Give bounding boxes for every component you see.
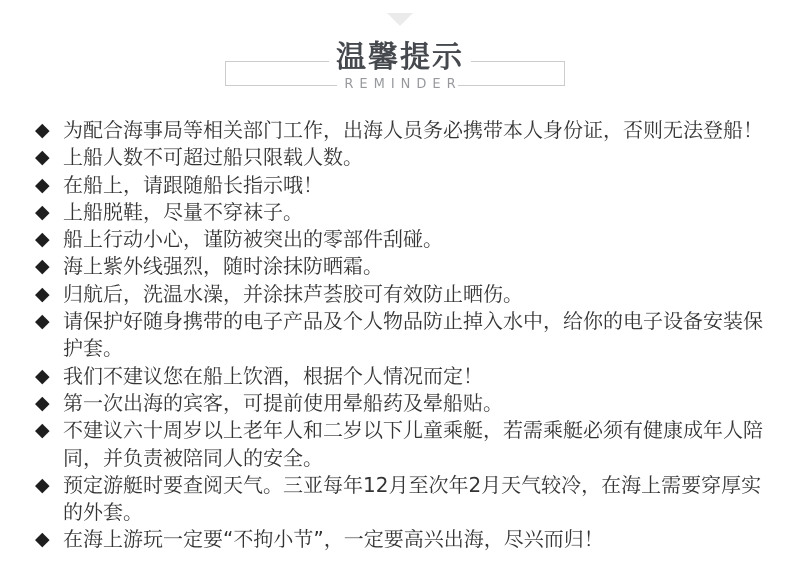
notice-item [35, 281, 770, 308]
notice-list [35, 117, 770, 554]
notice-item [35, 172, 770, 199]
notice-item [35, 417, 770, 472]
diamond-bullet-icon: ◆ [35, 255, 50, 278]
diamond-bullet-icon: ◆ [35, 173, 50, 196]
notice-item [35, 308, 770, 363]
page-subtitle: REMINDER [344, 77, 462, 92]
diamond-bullet-icon: ◆ [35, 119, 50, 141]
notice-item-text: 上船人数不可超过船只限载人数。 [63, 145, 363, 170]
chevron-down-icon [387, 13, 413, 26]
notice-item [35, 226, 770, 253]
page-title: 温馨提示 [336, 40, 464, 75]
notice-item [35, 472, 770, 527]
diamond-bullet-icon: ◆ [35, 310, 50, 333]
notice-item-text: 请保护好随身携带的电子产品及个人物品防止掉入水中，给你的电子设备安装保护套。 [63, 309, 763, 361]
notice-item-text: 第一次出海的宾客，可提前使用晕船药及晕船贴。 [63, 390, 503, 415]
diamond-bullet-icon: ◆ [35, 419, 50, 442]
diamond-bullet-icon: ◆ [35, 228, 50, 251]
notice-item-text: 为配合海事局等相关部门工作，出海人员务必携带本人身份证，否则无法登船！ [63, 118, 763, 142]
notice-item [35, 526, 770, 553]
diamond-bullet-icon: ◆ [35, 146, 50, 169]
notice-item [35, 144, 770, 171]
notice-item-text: 归航后，洗温水澡，并涂抹芦荟胶可有效防止晒伤。 [63, 281, 523, 306]
notice-item-text: 我们不建议您在船上饮酒，根据个人情况而定！ [63, 363, 483, 388]
diamond-bullet-icon: ◆ [35, 528, 50, 551]
notice-item [35, 253, 770, 280]
notice-item [35, 363, 770, 390]
diamond-bullet-icon: ◆ [35, 391, 50, 414]
notice-item-text: 不建议六十周岁以上老年人和二岁以下儿童乘艇，若需乘艇必须有健康成年人陪同，并负责被陪同人的安全。 [63, 418, 763, 470]
diamond-bullet-icon: ◆ [35, 282, 50, 305]
notice-item [35, 117, 770, 144]
notice-item-text: 在船上，请跟随船长指示哦！ [63, 172, 323, 197]
diamond-bullet-icon: ◆ [35, 364, 50, 387]
notice-item-text: 上船脱鞋，尽量不穿袜子。 [63, 199, 303, 224]
notice-item-text: 在海上游玩一定要“不拘小节”，一定要高兴出海，尽兴而归！ [63, 527, 604, 552]
notice-item [35, 199, 770, 226]
notice-item-text: 海上紫外线强烈，随时涂抹防晒霜。 [63, 254, 383, 279]
notice-item-text: 预定游艇时要查阅天气。三亚每年12月至次年2月天气较冷，在海上需要穿厚实的外套。 [63, 472, 762, 525]
diamond-bullet-icon: ◆ [35, 473, 50, 496]
diamond-bullet-icon: ◆ [35, 200, 50, 223]
notice-item-text: 船上行动小心，谨防被突出的零部件刮碰。 [63, 227, 443, 252]
notice-item [35, 390, 770, 417]
